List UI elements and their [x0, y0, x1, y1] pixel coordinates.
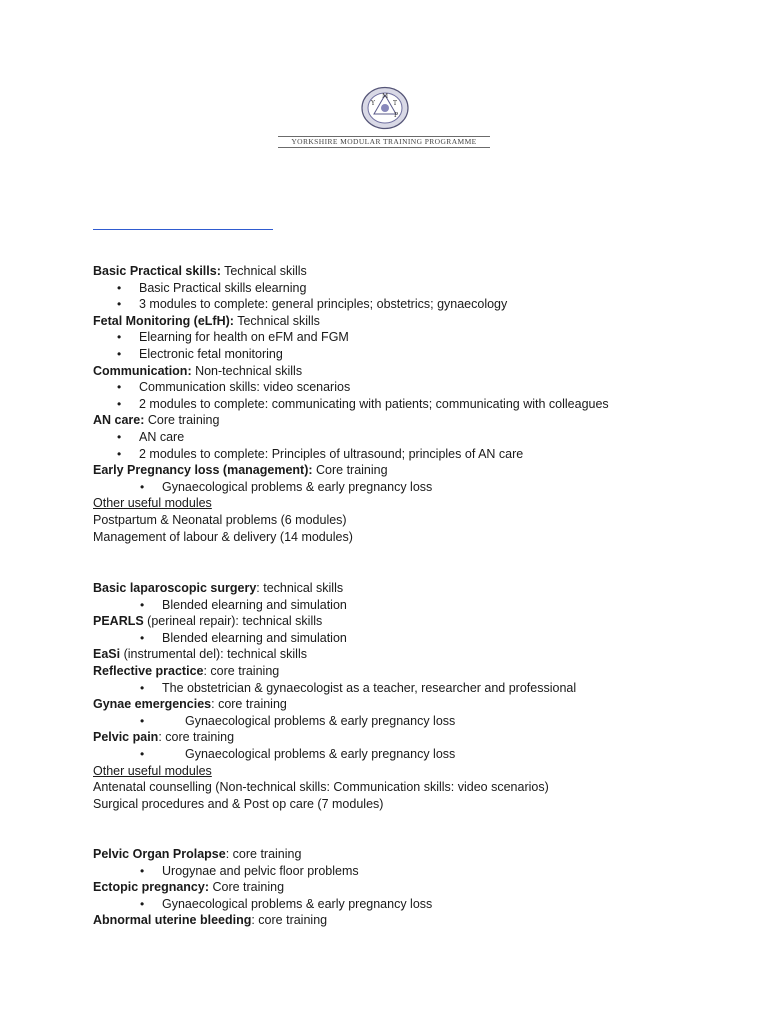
module-heading: Communication: Non-technical skills — [93, 363, 303, 378]
list-item: • Electronic fetal monitoring — [117, 346, 283, 361]
module-heading: Early Pregnancy loss (management): Core training — [93, 463, 388, 478]
module-heading: Pelvic pain: core training — [93, 730, 235, 745]
other-module-item: Postpartum & Neonatal problems (6 modules) — [93, 512, 347, 527]
module-heading: Basic laparoscopic surgery: technical skills — [93, 581, 344, 595]
list-item: • 2 modules to complete: communicating with patients; communicating with colleagues — [117, 396, 609, 411]
logo-letter-p: P — [394, 112, 399, 119]
list-item: • Gynaecological problems & early pregnancy loss — [140, 896, 433, 911]
list-item: • Communication skills: video scenarios — [117, 380, 351, 395]
module-heading: Gynae emergencies: core training — [93, 697, 287, 712]
list-item: • Blended elearning and simulation — [140, 630, 347, 645]
module-heading: Ectopic pregnancy: Core training — [93, 880, 285, 895]
other-modules-link[interactable]: Other useful modules — [93, 496, 212, 511]
list-item: • The obstetrician & gynaecologist as a teacher, researcher and professional — [140, 680, 577, 695]
module-heading: Abnormal uterine bleeding: core training — [93, 913, 328, 928]
list-item: • Basic Practical skills elearning — [117, 280, 307, 295]
section-core-modules — [93, 263, 713, 545]
module-heading: Reflective practice: core training — [93, 663, 280, 678]
other-module-item: Management of labour & delivery (14 modules) — [93, 529, 353, 544]
list-item: • Gynaecological problems & early pregnancy loss — [140, 479, 433, 494]
logo-banner: YORKSHIRE MODULAR TRAINING PROGRAMME — [278, 136, 490, 148]
module-heading: PEARLS (perineal repair): technical skills — [93, 614, 323, 629]
module-heading: Pelvic Organ Prolapse: core training — [93, 847, 302, 861]
section-gynae-modules — [93, 846, 713, 929]
logo-emblem — [360, 86, 410, 130]
list-item: • 2 modules to complete: Principles of ultrasound; principles of AN care — [117, 446, 524, 461]
logo-letter-t: T — [393, 100, 398, 107]
module-heading: AN care: Core training — [93, 413, 220, 428]
list-item: • Blended elearning and simulation — [140, 597, 347, 612]
list-item: • Gynaecological problems & early pregnancy loss — [140, 713, 456, 728]
other-module-item: Surgical procedures and & Post op care (7 modules) — [93, 796, 384, 811]
other-module-item: Antenatal counselling (Non-technical skills: Communication skills: video scenarios) — [93, 780, 549, 795]
list-item: • 3 modules to complete: general principles; obstetrics; gynaecology — [117, 297, 508, 312]
logo — [278, 86, 490, 148]
list-item: • Elearning for health on eFM and FGM — [117, 330, 349, 345]
module-heading: Basic Practical skills: Technical skills — [93, 264, 307, 278]
other-modules-link[interactable]: Other useful modules — [93, 763, 212, 778]
list-item: • AN care — [117, 429, 185, 444]
hyperlink-rule — [93, 229, 273, 230]
module-heading: EaSi (instrumental del): technical skills — [93, 647, 307, 662]
module-heading: Fetal Monitoring (eLfH): Technical skills — [93, 313, 320, 328]
list-item: • Urogynae and pelvic floor problems — [140, 863, 359, 878]
logo-letter-m: M — [382, 93, 389, 100]
section-technical-modules — [93, 580, 713, 812]
logo-letter-y: Y — [371, 100, 375, 107]
list-item: • Gynaecological problems & early pregnancy loss — [140, 746, 456, 761]
